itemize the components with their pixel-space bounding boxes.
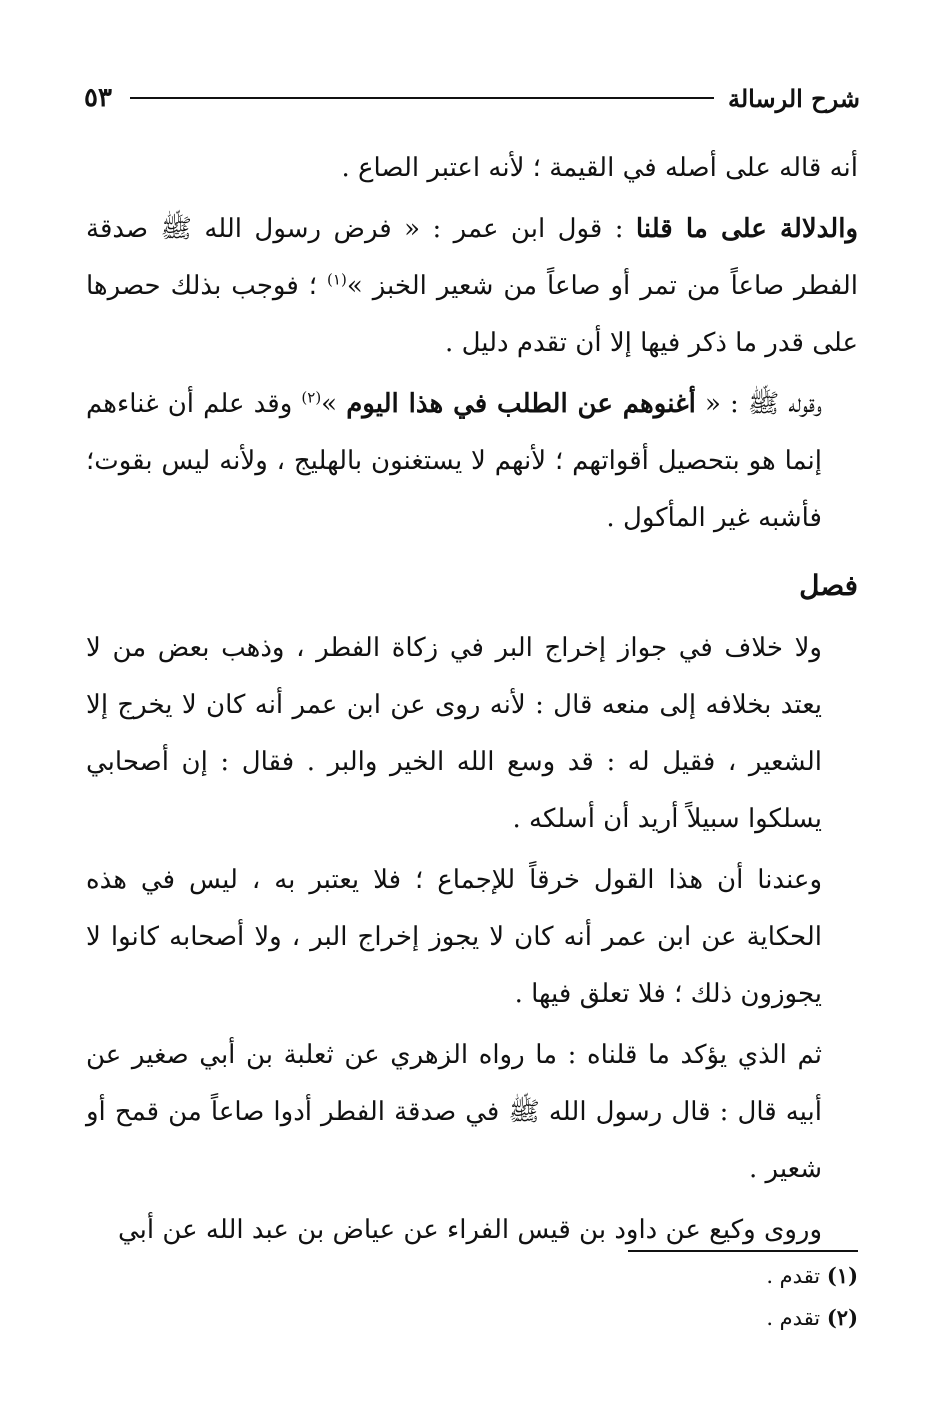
main-text xyxy=(86,140,858,1259)
paragraph-3-mid: » xyxy=(321,389,347,419)
footnote-1-text: تقدم . xyxy=(766,1264,821,1288)
paragraph-3-start: وقوله ﷺ : « xyxy=(695,389,822,419)
section-title: فصل xyxy=(799,569,858,602)
footnotes xyxy=(86,1258,858,1342)
footnote-ref-2: (٢) xyxy=(301,388,322,407)
paragraph-5: وعندنا أن هذا القول خرقاً للإجماع ؛ فلا يعتبر به ، ليس في هذه الحكاية عن ابن عمر أنه كان لا يجوز إخراج البر ، ولا أصحابه كانوا لا يجوزون ذلك ؛ فلا تعلق فيها . xyxy=(86,865,822,1009)
paragraph-6: ثم الذي يؤكد ما قلناه : ما رواه الزهري عن ثعلبة بن أبي صغير عن أبيه قال : قال رسول الله ﷺ في صدقة الفطر أدوا صاعاً من قمح أو شعير . xyxy=(86,1040,822,1184)
footnote-2-text: تقدم . xyxy=(766,1306,821,1330)
paragraph-2-lead: والدلالة على ما قلنا xyxy=(635,214,859,244)
footnote-2 xyxy=(86,1300,858,1336)
running-title: شرح الرسالة xyxy=(727,83,860,113)
paragraph-3-quote: أغنوهم عن الطلب في هذا اليوم xyxy=(346,389,696,419)
paragraph-1: أنه قاله على أصله في القيمة ؛ لأنه اعتبر الصاع . xyxy=(341,153,858,183)
footnote-1-number: (١) xyxy=(826,1263,858,1288)
page-header xyxy=(84,78,860,118)
footnote-2-number: (٢) xyxy=(826,1305,858,1330)
paragraph-4: ولا خلاف في جواز إخراج البر في زكاة الفطر ، وذهب بعض من لا يعتد بخلافه إلى منعه قال : لأنه روى عن ابن عمر أنه كان لا يخرج إلا الشعير ، فقيل له : قد وسع الله الخير والبر . فقال : إن أصحابي يسلكوا سبيلاً أريد أن أسلكه . xyxy=(86,633,822,834)
footnote-rule xyxy=(628,1250,858,1252)
paragraph-3 xyxy=(86,376,858,547)
paragraph-2-tail: ؛ فوجب بذلك حصرها على قدر ما ذكر فيها إلا أن تقدم دليل . xyxy=(86,271,858,358)
page-number: ٥٣ xyxy=(84,83,112,113)
paragraph-3-tail: وقد علم أن غناءهم إنما هو بتحصيل أقواتهم ؛ لأنهم لا يستغنون بالهليج ، ولأنه ليس بقوت؛ فأشبه غير المأكول . xyxy=(86,389,822,533)
paragraph-7: وروى وكيع عن داود بن قيس الفراء عن عياض بن عبد الله عن أبي xyxy=(117,1215,822,1245)
paragraph-2-text: : قول ابن عمر : « فرض رسول الله ﷺ صدقة الفطر صاعاً من تمر أو صاعاً من شعير الخبز » xyxy=(86,214,858,301)
paragraph-2 xyxy=(86,201,858,372)
header-rule xyxy=(130,97,714,99)
footnote-ref-1: (١) xyxy=(327,270,347,289)
footnote-1 xyxy=(86,1258,858,1294)
